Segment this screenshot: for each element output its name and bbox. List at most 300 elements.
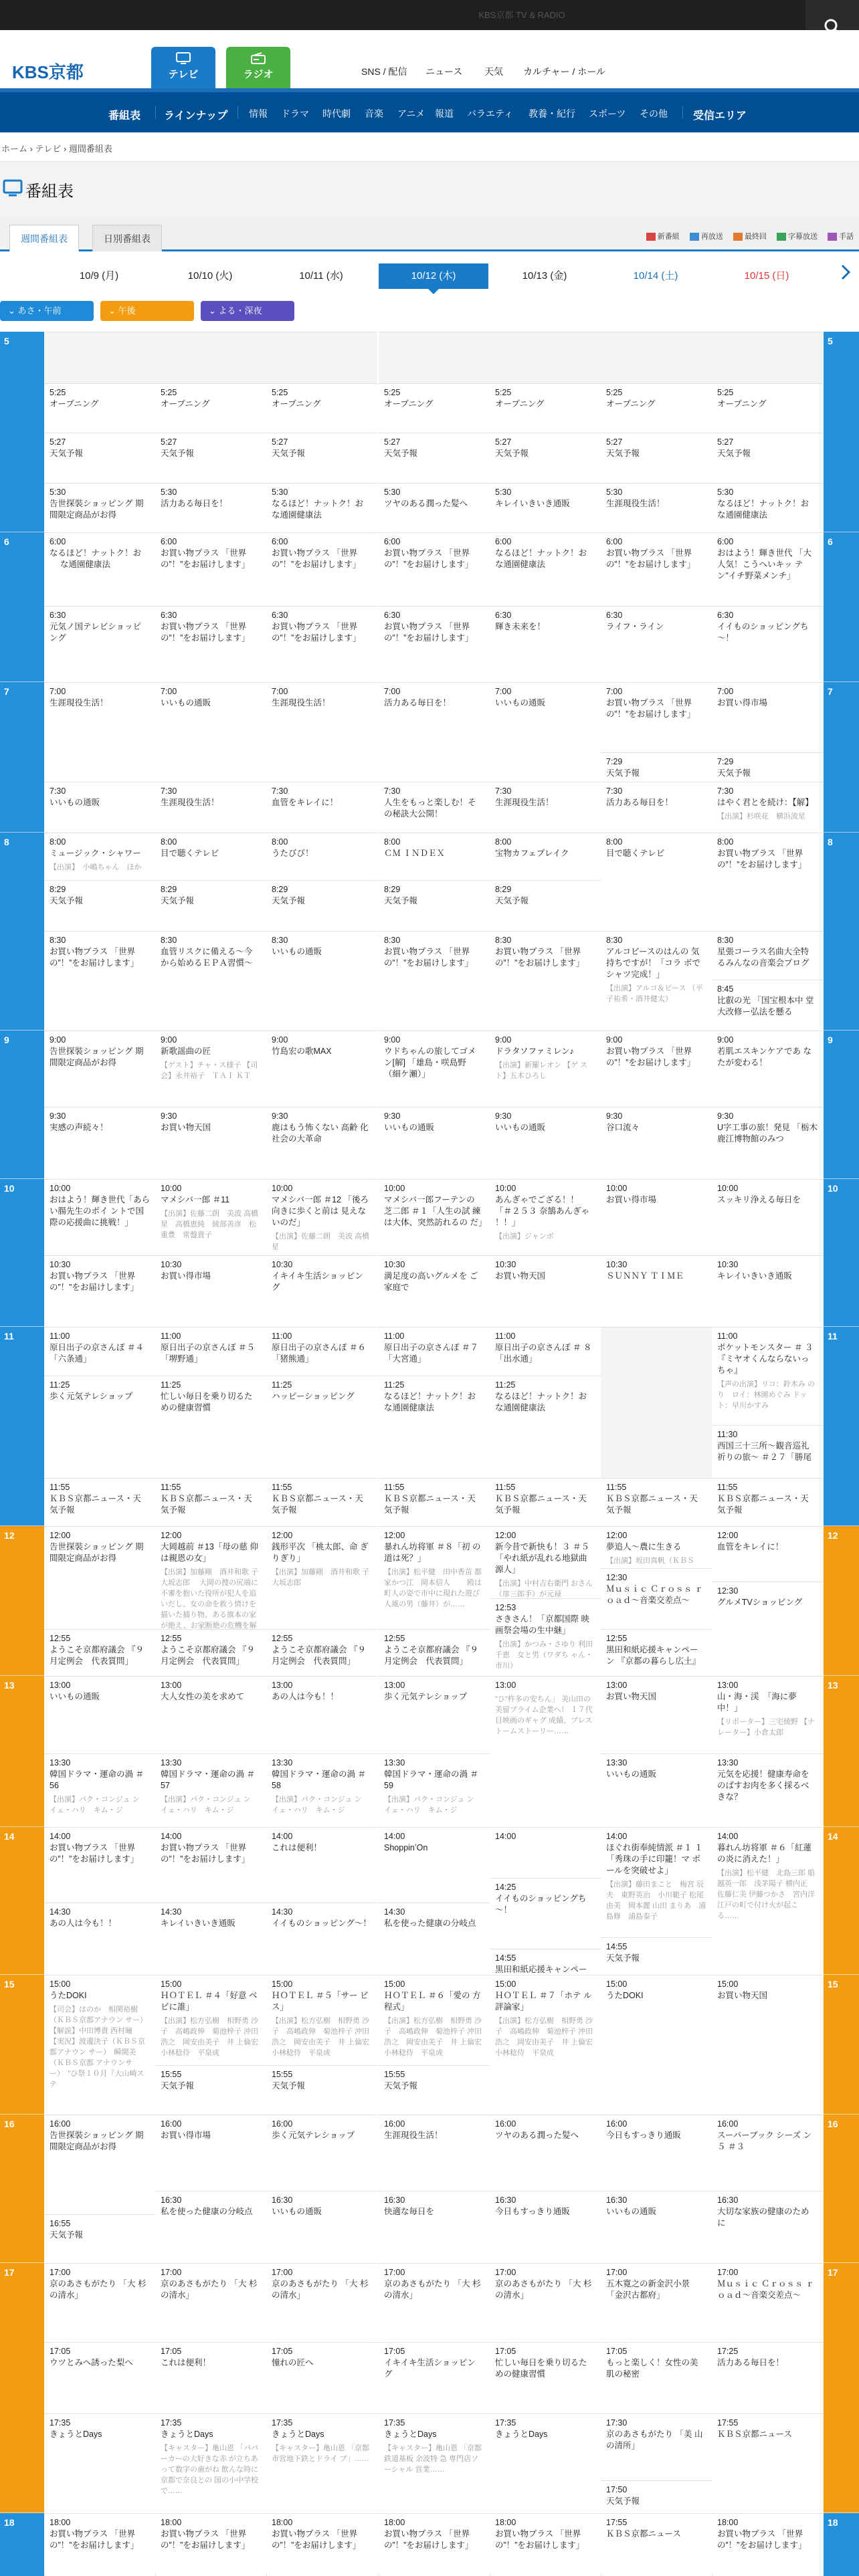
- program-cell[interactable]: [712, 980, 823, 1031]
- program-title: キレイいきいき通販: [717, 1271, 792, 1281]
- program-cell[interactable]: [712, 682, 823, 753]
- program-cell[interactable]: [712, 752, 823, 781]
- program-cell[interactable]: [712, 383, 823, 433]
- program-cell[interactable]: [155, 880, 266, 932]
- program-cell[interactable]: [490, 2513, 601, 2574]
- program-cell[interactable]: [44, 1478, 155, 1526]
- program-cell[interactable]: [155, 1629, 266, 1676]
- program-title: お買い物プラス 「世界 の”！”をお届けします」: [161, 1842, 250, 1864]
- program-cell[interactable]: [155, 2065, 266, 2115]
- program-cell[interactable]: [490, 1255, 601, 1327]
- program-cell[interactable]: [155, 1031, 266, 1107]
- program-cell[interactable]: [601, 1753, 712, 1827]
- program-cell[interactable]: [44, 606, 155, 682]
- program-description: 【出演】パク・コンジュ ン イェ・ハリ キム・ジ: [161, 1795, 258, 1814]
- program-title: 目で聴くテレビ: [606, 849, 665, 859]
- program-cell[interactable]: [155, 682, 266, 782]
- program-cell[interactable]: [712, 1425, 823, 1478]
- program-cell[interactable]: [712, 483, 823, 533]
- program-cell[interactable]: [601, 682, 712, 753]
- program-cell[interactable]: [601, 931, 712, 1031]
- program-title: お買い物プラス 「世界 の”！”をお届けします」: [50, 1271, 139, 1292]
- program-cell[interactable]: [266, 2065, 377, 2115]
- program-cell[interactable]: [379, 1903, 490, 1975]
- program-time: 10:00: [717, 1183, 739, 1193]
- program-cell[interactable]: [44, 2115, 155, 2214]
- program-cell[interactable]: [379, 1629, 490, 1676]
- program-cell[interactable]: [490, 1676, 601, 1827]
- program-cell[interactable]: [379, 2342, 490, 2414]
- program-cell[interactable]: [266, 782, 377, 833]
- program-title: 天気予報: [606, 768, 640, 778]
- day-wed[interactable]: 10/11 (水): [299, 270, 343, 282]
- program-cell[interactable]: [266, 483, 377, 533]
- program-cell[interactable]: [379, 606, 490, 682]
- program-cell[interactable]: [490, 1327, 601, 1375]
- program-cell[interactable]: [490, 2263, 601, 2342]
- tab-weekly[interactable]: 週間番組表: [9, 225, 79, 251]
- day-mon[interactable]: 10/9 (月): [79, 270, 119, 282]
- program-title: 生涯現役生活！: [384, 2131, 443, 2141]
- program-cell[interactable]: [379, 782, 490, 833]
- nav-anime[interactable]: アニメ: [397, 108, 425, 119]
- program-cell[interactable]: [379, 931, 490, 1031]
- program-cell[interactable]: [44, 2342, 155, 2414]
- program-cell[interactable]: [266, 1676, 377, 1753]
- program-time: 8:30: [272, 936, 288, 946]
- program-title: お買い物プラス 「世界 の”！”をお届けします」: [161, 2529, 250, 2551]
- program-cell[interactable]: [266, 1179, 377, 1255]
- program-cell[interactable]: [601, 833, 712, 931]
- program-title: ＫＢＳ京都ニュース・天 気予報: [717, 1493, 809, 1515]
- program-cell[interactable]: [712, 1179, 823, 1255]
- program-cell[interactable]: [712, 433, 823, 483]
- program-time: 15:55: [384, 2069, 405, 2079]
- program-cell[interactable]: [379, 1526, 490, 1628]
- program-cell[interactable]: [379, 1676, 490, 1753]
- program-title: お買い物天国: [717, 1991, 768, 2001]
- breadcrumb-home[interactable]: ホーム: [1, 144, 28, 154]
- program-cell[interactable]: [155, 931, 266, 1031]
- nav-variety[interactable]: バラエティ: [467, 108, 513, 119]
- program-cell[interactable]: [379, 2413, 490, 2513]
- program-cell[interactable]: [712, 2413, 823, 2513]
- program-cell[interactable]: [44, 433, 155, 483]
- program-cell[interactable]: [712, 1753, 823, 1827]
- program-cell[interactable]: [379, 1327, 490, 1375]
- program-time: 7:00: [161, 686, 177, 696]
- program-cell[interactable]: [601, 782, 712, 833]
- program-cell[interactable]: [44, 383, 155, 433]
- program-cell[interactable]: [266, 880, 377, 932]
- filter-afternoon[interactable]: ⌄ 午後: [100, 301, 194, 321]
- program-cell[interactable]: [44, 1179, 155, 1255]
- program-cell[interactable]: [490, 2191, 601, 2263]
- program-cell[interactable]: [490, 1878, 601, 1949]
- nav-sports[interactable]: スポーツ: [589, 108, 626, 119]
- program-cell[interactable]: [601, 1629, 712, 1676]
- program-title: ＨＯＴＥＬ ＃７「ホテ ル評論家」: [495, 1991, 592, 2012]
- program-cell[interactable]: [266, 833, 377, 879]
- program-cell[interactable]: [44, 1031, 155, 1107]
- program-cell[interactable]: [266, 1827, 377, 1903]
- program-cell[interactable]: [379, 2513, 490, 2574]
- program-cell[interactable]: [601, 383, 712, 433]
- program-nav: [0, 92, 859, 132]
- program-cell[interactable]: [266, 2342, 377, 2414]
- tab-tv[interactable]: [151, 47, 215, 88]
- program-cell[interactable]: [601, 752, 712, 781]
- program-cell[interactable]: [155, 1676, 266, 1753]
- program-cell[interactable]: [155, 1107, 266, 1179]
- program-cell[interactable]: [712, 1526, 823, 1582]
- program-cell[interactable]: [44, 1903, 155, 1975]
- nav-schedule[interactable]: 番組表: [108, 110, 141, 122]
- program-time: 17:35: [495, 2418, 516, 2428]
- program-cell[interactable]: [155, 1827, 266, 1903]
- program-cell[interactable]: [155, 483, 266, 533]
- nav-lineup[interactable]: ラインナップ: [164, 110, 228, 122]
- program-cell[interactable]: [266, 2413, 377, 2513]
- program-cell[interactable]: [266, 1478, 377, 1526]
- program-cell[interactable]: [266, 1255, 377, 1327]
- program-cell[interactable]: [379, 483, 490, 533]
- program-description: 【出演】加藤剛 酒井和歌 子 大坂志郎: [272, 1568, 377, 1588]
- program-cell[interactable]: [490, 931, 601, 1031]
- program-cell[interactable]: [601, 483, 712, 533]
- program-title: 告世探裝ショッピング 期間限定商品がお得: [50, 1542, 144, 1564]
- program-cell[interactable]: [44, 2413, 155, 2513]
- program-cell[interactable]: [155, 1376, 266, 1478]
- program-cell[interactable]: [490, 782, 601, 833]
- program-cell[interactable]: [712, 1107, 823, 1179]
- program-cell[interactable]: [266, 2191, 377, 2263]
- program-cell[interactable]: [266, 1526, 377, 1628]
- program-cell[interactable]: [379, 1753, 490, 1827]
- program-cell[interactable]: [44, 1975, 155, 2115]
- program-cell[interactable]: [379, 433, 490, 483]
- program-cell[interactable]: [712, 931, 823, 979]
- program-cell[interactable]: [379, 532, 490, 606]
- program-cell[interactable]: [601, 2513, 712, 2574]
- program-cell[interactable]: [490, 2115, 601, 2191]
- program-cell[interactable]: [44, 1676, 155, 1753]
- program-time: 8:29: [384, 884, 401, 894]
- program-cell[interactable]: [266, 1975, 377, 2065]
- day-sat[interactable]: 10/14 (土): [633, 270, 678, 282]
- program-cell[interactable]: [490, 1975, 601, 2115]
- program-cell[interactable]: [266, 2513, 377, 2574]
- program-cell[interactable]: [712, 1478, 823, 1526]
- program-cell[interactable]: [712, 1582, 823, 1676]
- program-cell[interactable]: [155, 2115, 266, 2191]
- program-cell[interactable]: [601, 1827, 712, 1938]
- program-cell[interactable]: [155, 532, 266, 606]
- program-cell[interactable]: [155, 1526, 266, 1628]
- program-cell[interactable]: [712, 2115, 823, 2191]
- filter-morning[interactable]: ⌄ あさ・午前: [0, 301, 94, 321]
- program-cell[interactable]: [44, 880, 155, 932]
- program-cell[interactable]: [490, 2413, 601, 2513]
- program-cell[interactable]: [44, 532, 155, 606]
- program-cell[interactable]: [490, 1598, 601, 1676]
- program-cell[interactable]: [601, 1937, 712, 1975]
- program-cell[interactable]: [155, 1255, 266, 1327]
- program-title: ＫＢＳ京都ニュース・天 気予報: [384, 1493, 476, 1515]
- program-cell[interactable]: [266, 2263, 377, 2342]
- program-cell[interactable]: [155, 2413, 266, 2513]
- program-cell[interactable]: [379, 682, 490, 782]
- program-cell[interactable]: [601, 2342, 712, 2414]
- program-cell[interactable]: [379, 1975, 490, 2065]
- program-cell[interactable]: [490, 1031, 601, 1107]
- program-time: 15:55: [272, 2069, 293, 2079]
- nav-culture[interactable]: 教養・紀行: [529, 108, 575, 119]
- program-cell[interactable]: [44, 1827, 155, 1903]
- chevron-right-icon[interactable]: [840, 263, 851, 281]
- program-cell[interactable]: [266, 682, 377, 782]
- program-title: ＳＵＮＮＹ ＴＩＭＥ: [606, 1271, 684, 1281]
- program-cell[interactable]: [44, 1526, 155, 1628]
- program-time: 13:30: [50, 1757, 71, 1767]
- day-thu[interactable]: 10/12 (木): [379, 263, 488, 289]
- program-cell[interactable]: [44, 1327, 155, 1375]
- program-cell[interactable]: [490, 1376, 601, 1478]
- program-title: 原日出子の京さんぽ ＃７「大宮通」: [384, 1343, 478, 1364]
- program-cell[interactable]: [379, 880, 490, 932]
- program-cell[interactable]: [601, 2115, 712, 2191]
- program-cell[interactable]: [379, 1255, 490, 1327]
- program-cell[interactable]: [712, 2342, 823, 2414]
- program-cell[interactable]: [601, 1478, 712, 1526]
- program-cell[interactable]: [712, 1676, 823, 1753]
- program-cell[interactable]: [155, 1903, 266, 1975]
- program-cell[interactable]: [712, 2191, 823, 2263]
- program-description: "ひ"杵多の安ちん」 美山田の美留プライム企業へ！ １７代目映画のギャグ 成績、プレストームストーリー……: [495, 1695, 593, 1735]
- program-cell[interactable]: [490, 2342, 601, 2414]
- program-cell[interactable]: [44, 2214, 155, 2262]
- program-cell[interactable]: [266, 383, 377, 433]
- nav-jidaigeki[interactable]: 時代劇: [322, 108, 351, 119]
- program-time: 12:55: [384, 1633, 405, 1643]
- program-cell[interactable]: [601, 1255, 712, 1327]
- program-cell[interactable]: [266, 606, 377, 682]
- program-cell[interactable]: [601, 2480, 712, 2514]
- program-title: 山・海・渓 「海に夢 中！」: [717, 1691, 797, 1713]
- program-cell[interactable]: [155, 1478, 266, 1526]
- program-cell[interactable]: [44, 483, 155, 533]
- program-cell[interactable]: [266, 1327, 377, 1375]
- program-cell[interactable]: [601, 1526, 712, 1568]
- program-title: ミュージック・シャワー: [50, 849, 141, 859]
- program-cell[interactable]: [712, 1975, 823, 2115]
- program-description: 【出演】アルコ＆ピース （平子祐希・酒井健太）: [606, 984, 703, 1004]
- program-cell[interactable]: [266, 1903, 377, 1975]
- program-cell[interactable]: [601, 1975, 712, 2115]
- program-cell[interactable]: [155, 1753, 266, 1827]
- breadcrumb-tv[interactable]: テレビ: [35, 144, 62, 154]
- program-time: 14:55: [606, 1942, 628, 1952]
- program-cell[interactable]: [379, 383, 490, 433]
- program-cell[interactable]: [490, 1179, 601, 1255]
- program-cell[interactable]: [155, 2191, 266, 2263]
- program-cell[interactable]: [44, 1629, 155, 1676]
- program-cell[interactable]: [155, 2513, 266, 2574]
- program-cell[interactable]: [155, 833, 266, 879]
- program-cell[interactable]: [490, 1949, 601, 1975]
- program-cell[interactable]: [712, 782, 823, 833]
- program-cell[interactable]: [379, 1827, 490, 1903]
- link-news[interactable]: ニュース: [425, 66, 463, 77]
- top-banner[interactable]: KBS京都 TV & RADIO: [478, 10, 565, 20]
- program-cell[interactable]: [44, 2263, 155, 2342]
- program-cell[interactable]: [44, 1255, 155, 1327]
- program-cell[interactable]: [712, 606, 823, 682]
- program-cell[interactable]: [379, 1031, 490, 1107]
- program-cell[interactable]: [155, 606, 266, 682]
- program-cell[interactable]: [601, 532, 712, 606]
- program-cell[interactable]: [601, 1031, 712, 1107]
- program-cell[interactable]: [490, 532, 601, 606]
- tab-radio[interactable]: [226, 47, 290, 88]
- program-cell[interactable]: [155, 2263, 266, 2342]
- program-cell[interactable]: [379, 1478, 490, 1526]
- program-cell[interactable]: [712, 1031, 823, 1107]
- program-cell[interactable]: [712, 833, 823, 931]
- program-cell[interactable]: [44, 1107, 155, 1179]
- program-cell[interactable]: [712, 532, 823, 606]
- program-cell[interactable]: [266, 1107, 377, 1179]
- program-cell[interactable]: [712, 2263, 823, 2342]
- program-cell[interactable]: [379, 2191, 490, 2263]
- program-cell[interactable]: [44, 682, 155, 782]
- nav-other[interactable]: その他: [640, 108, 668, 119]
- program-cell[interactable]: [266, 931, 377, 1031]
- program-title: ＫＢＳ京都ニュース・天 気予報: [606, 1493, 698, 1515]
- program-title: 忙しい毎日を乗り切るた めの健康習慣: [495, 2357, 587, 2379]
- day-sun[interactable]: 10/15 (日): [744, 270, 789, 282]
- program-cell[interactable]: [266, 1629, 377, 1676]
- program-cell[interactable]: [44, 1753, 155, 1827]
- program-cell[interactable]: [490, 433, 601, 483]
- program-cell[interactable]: [266, 2115, 377, 2191]
- program-cell[interactable]: [490, 1478, 601, 1526]
- nav-news[interactable]: 報道: [435, 108, 454, 119]
- program-title: ＨＯＴＥＬ ＃６「愛の 方程式」: [384, 1991, 481, 2012]
- program-title: 竹島宏の歌MAX: [272, 1047, 332, 1057]
- program-cell[interactable]: [379, 833, 490, 879]
- program-cell[interactable]: [266, 1753, 377, 1827]
- program-cell[interactable]: [266, 433, 377, 483]
- page-title: 番組表: [25, 183, 74, 201]
- program-title: 歩く元気テレショップ: [384, 1691, 468, 1701]
- program-cell[interactable]: [379, 1107, 490, 1179]
- program-cell[interactable]: [601, 606, 712, 682]
- program-time: 11:55: [495, 1482, 516, 1492]
- program-time: 9:30: [717, 1111, 734, 1121]
- program-cell[interactable]: [266, 1376, 377, 1478]
- program-cell[interactable]: [712, 1827, 823, 1975]
- program-title: お買い物プラス 「世界 の”！”をお届けします」: [384, 2529, 474, 2551]
- program-cell[interactable]: [601, 1179, 712, 1255]
- program-cell[interactable]: [490, 880, 601, 932]
- program-title: これは便利！: [272, 1842, 322, 1852]
- nav-area[interactable]: 受信エリア: [693, 110, 747, 122]
- link-culture[interactable]: カルチャー / ホール: [523, 66, 605, 77]
- program-cell[interactable]: [266, 532, 377, 606]
- program-cell[interactable]: [601, 1107, 712, 1179]
- program-time: 17:05: [606, 2346, 628, 2356]
- program-cell[interactable]: [155, 1179, 266, 1255]
- program-cell[interactable]: [490, 833, 601, 879]
- program-cell[interactable]: [490, 483, 601, 533]
- program-cell[interactable]: [266, 1031, 377, 1107]
- program-title: お買い物プラス 「世界 の”！”をお届けします」: [50, 947, 139, 968]
- program-cell[interactable]: [379, 1179, 490, 1255]
- day-tue[interactable]: 10/10 (火): [187, 270, 233, 282]
- program-cell[interactable]: [601, 1676, 712, 1753]
- program-cell[interactable]: [155, 433, 266, 483]
- program-cell[interactable]: [44, 1376, 155, 1478]
- program-cell[interactable]: [379, 2263, 490, 2342]
- nav-info[interactable]: 情報: [249, 108, 268, 119]
- program-time: 15:00: [495, 1979, 516, 1990]
- program-cell[interactable]: [44, 833, 155, 879]
- program-cell[interactable]: [379, 2115, 490, 2191]
- program-cell[interactable]: [44, 931, 155, 1031]
- program-cell[interactable]: [601, 433, 712, 483]
- program-title: イイものショッピングち ～！: [495, 1894, 587, 1915]
- link-weather[interactable]: 天気: [484, 66, 503, 77]
- program-cell[interactable]: [490, 383, 601, 433]
- program-cell[interactable]: [490, 1526, 601, 1598]
- program-cell[interactable]: [712, 2513, 823, 2574]
- program-title: お買い物プラス 「世界 の”！”をお届けします」: [384, 947, 474, 968]
- program-cell[interactable]: [490, 1827, 601, 1879]
- nav-music[interactable]: 音楽: [365, 108, 383, 119]
- program-cell[interactable]: [490, 1107, 601, 1179]
- program-cell[interactable]: [490, 606, 601, 682]
- program-cell[interactable]: [490, 682, 601, 782]
- program-title: 星張コーラス名曲大全特 るみんなの音楽会プログ: [717, 947, 809, 968]
- program-cell[interactable]: [44, 782, 155, 833]
- program-cell[interactable]: [379, 2065, 490, 2115]
- program-cell[interactable]: [155, 1327, 266, 1375]
- program-cell[interactable]: [155, 383, 266, 433]
- program-time: 7:30: [272, 786, 288, 796]
- program-cell[interactable]: [379, 1376, 490, 1478]
- program-title: ツヤのある潤った髪へ: [495, 2131, 579, 2141]
- program-cell[interactable]: [601, 2263, 712, 2342]
- link-sns[interactable]: SNS / 配信: [361, 66, 407, 77]
- program-cell[interactable]: [601, 2191, 712, 2263]
- filter-evening[interactable]: ⌄ よる・深夜: [201, 301, 294, 321]
- program-cell[interactable]: [155, 2342, 266, 2414]
- program-cell[interactable]: [155, 1975, 266, 2065]
- day-fri[interactable]: 10/13 (金): [522, 270, 567, 282]
- nav-drama[interactable]: ドラマ: [281, 108, 309, 119]
- program-cell[interactable]: [601, 1568, 712, 1629]
- program-cell[interactable]: [712, 1327, 823, 1425]
- tab-daily[interactable]: 日別番組表: [92, 225, 162, 251]
- program-cell[interactable]: [601, 2413, 712, 2480]
- program-cell[interactable]: [155, 782, 266, 833]
- program-cell[interactable]: [44, 2513, 155, 2574]
- program-time: 17:30: [606, 2418, 628, 2428]
- kbs-logo[interactable]: KBS京都: [12, 62, 84, 82]
- program-time: 14:30: [161, 1907, 182, 1917]
- program-cell[interactable]: [712, 1255, 823, 1327]
